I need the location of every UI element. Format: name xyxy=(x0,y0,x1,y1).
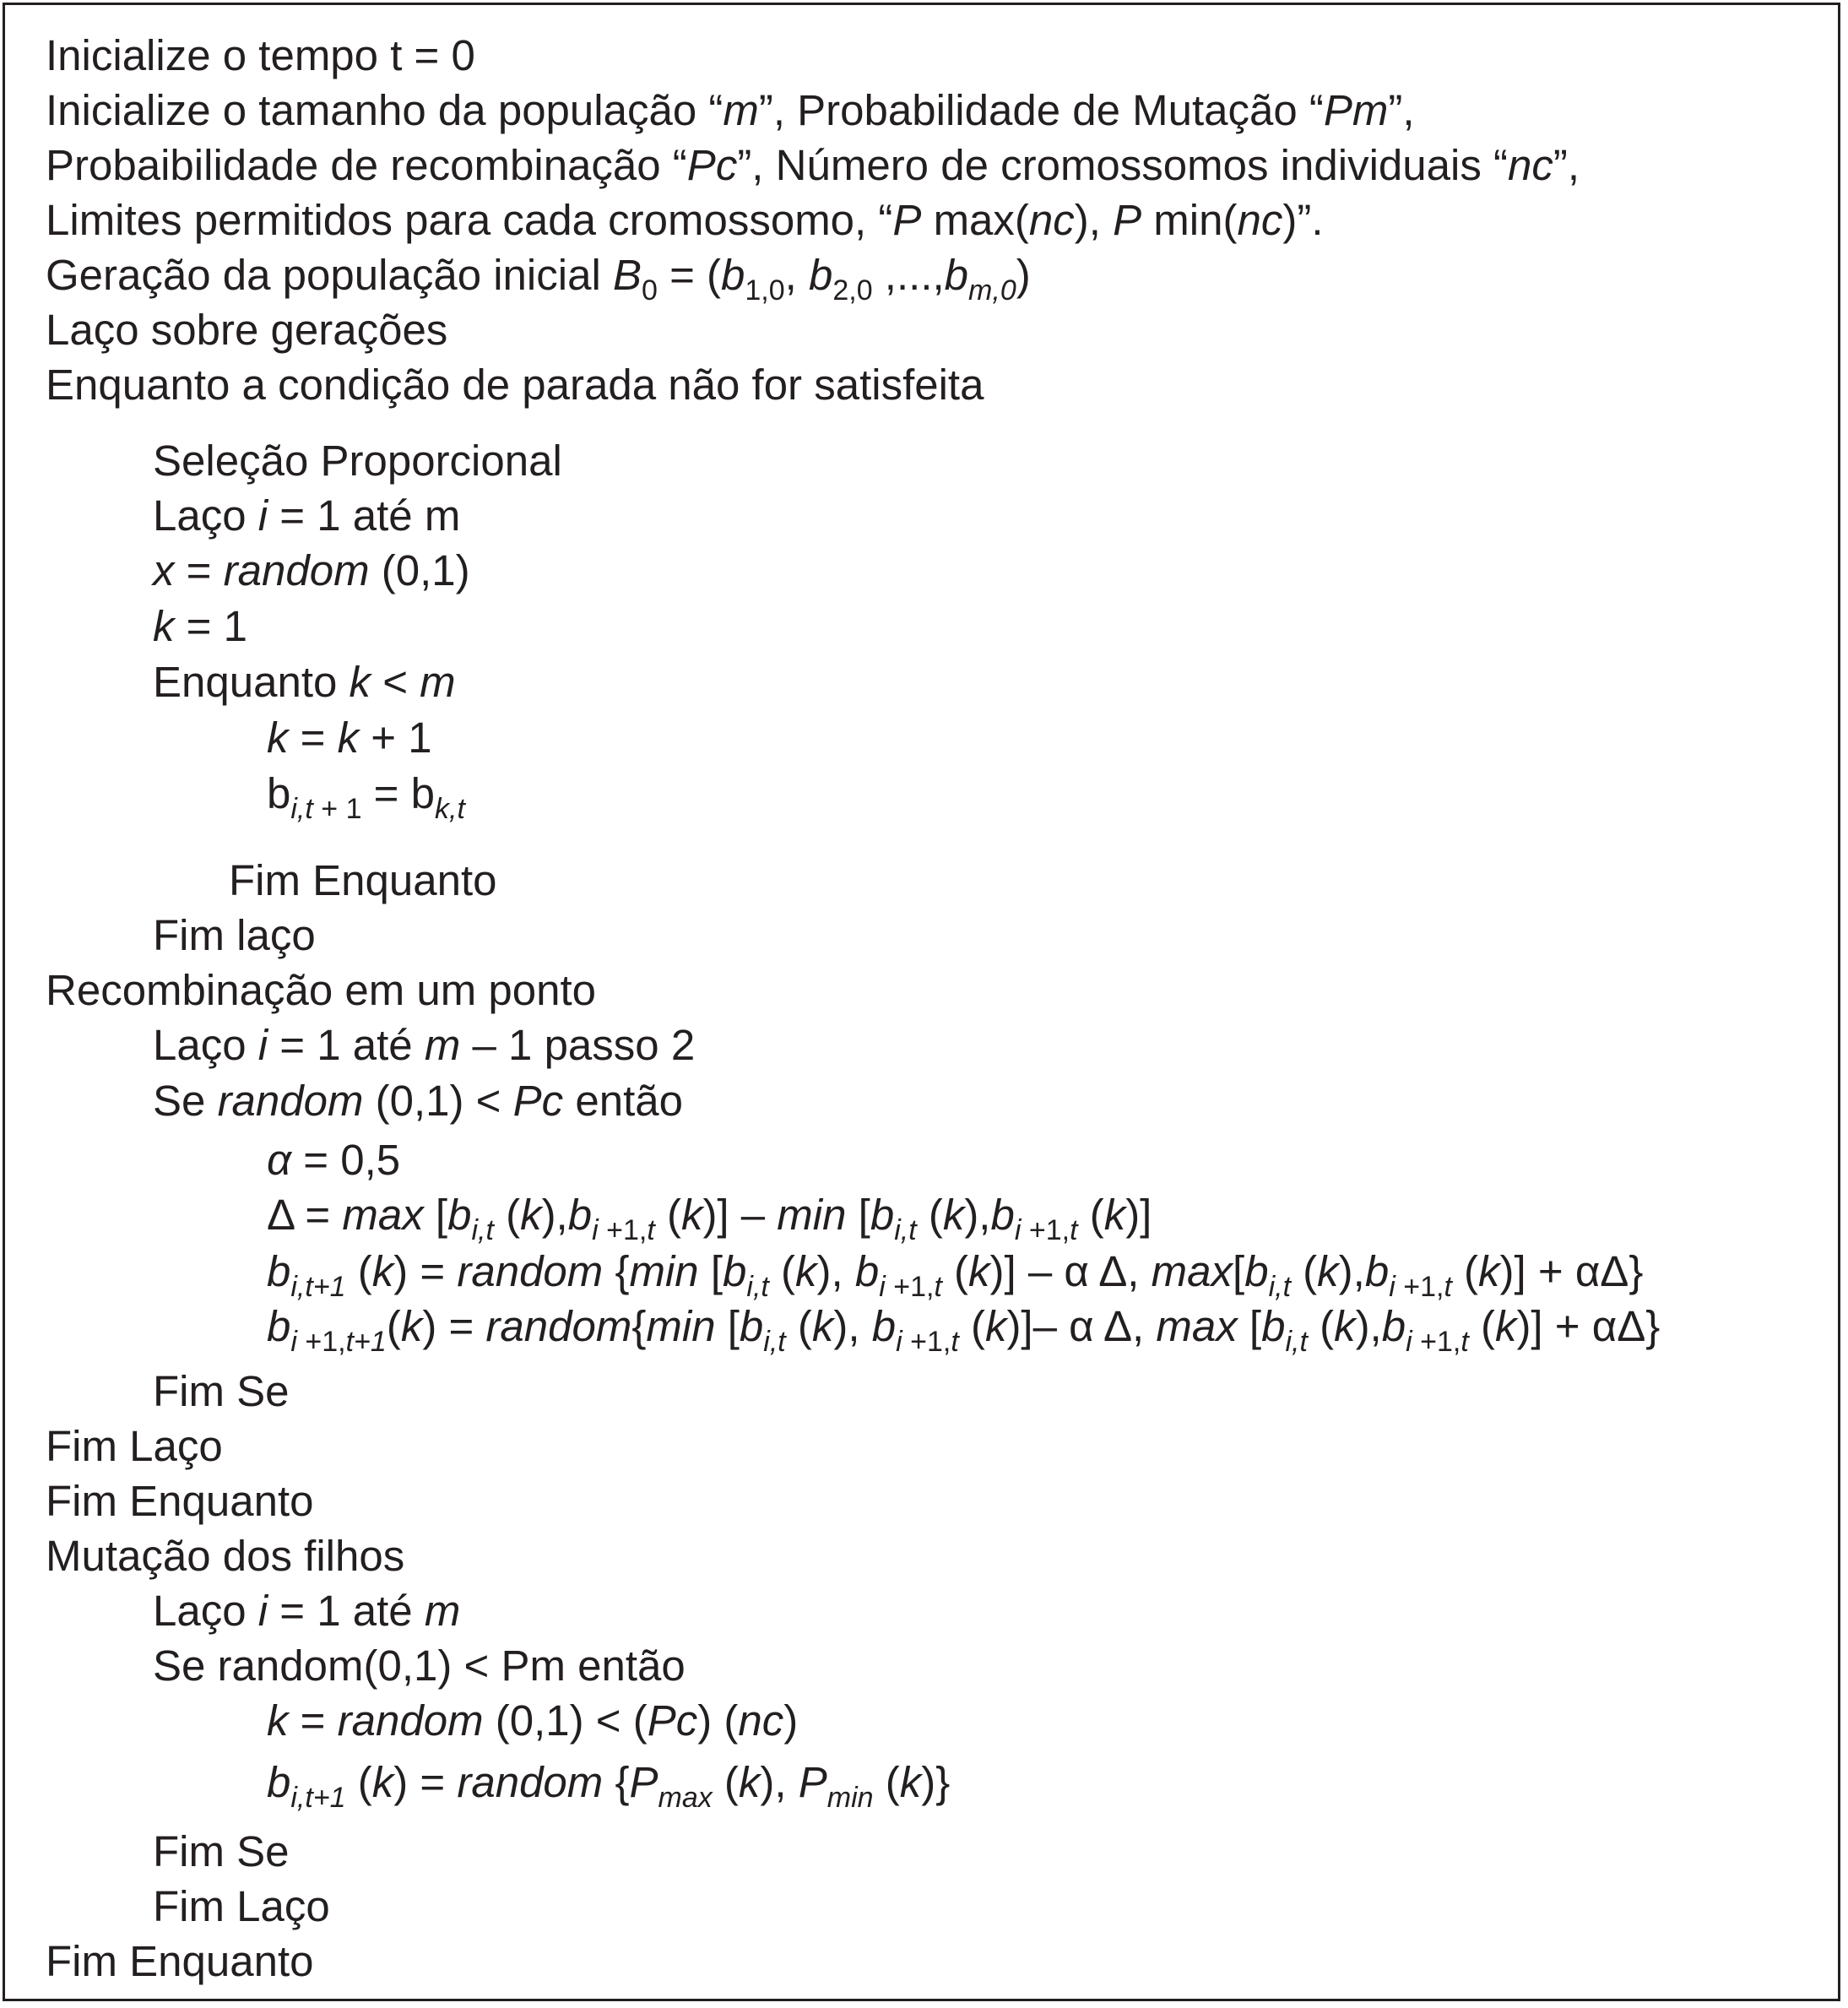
line-delta: $\Delta = \max [b_{i,t}$ $(k),b_{i +1,t}$ $(k)] - \min [b_{i,t}$ $(k),b_{i +1,t}$ (k)] xyxy=(267,1191,1152,1246)
line-end-loop-2: Fim Laço xyxy=(46,1422,223,1470)
line-init-recombination: Probaibilidade de recombinação “Pc”, Número de cromossomos individuais “nc”, xyxy=(46,141,1580,189)
line-recombination: Recombinação em um ponto xyxy=(46,966,597,1014)
line-selection: Seleção Proporcional xyxy=(153,437,562,485)
line-end-loop: Fim laço xyxy=(153,911,316,959)
line-end-while: Fim Enquanto xyxy=(229,856,497,904)
line-init-time: Inicialize o tempo t = 0 xyxy=(46,31,475,79)
line-loop-mutation: Laço i = 1 até m xyxy=(153,1587,461,1635)
line-while-stop: Enquanto a condição de parada não for satisfeita xyxy=(46,361,984,409)
line-end-while-3: Fim Enquanto xyxy=(46,1937,314,1985)
line-x-random: x = random (0,1) xyxy=(153,546,470,594)
line-child-1: $b_{i,t+1}$ (k) = random {min [$b_{i,t}$ (k), $b_{i +1,t}$ (k)] – α Δ, $\max[b_{i,t}$ $(k),b_{i +1,t}$ (k)] + αΔ} xyxy=(267,1247,1644,1303)
line-k-random: k = random (0,1) < (Pc) (nc) xyxy=(267,1696,799,1745)
line-b-assign: $b_{i,t + 1} = b_{k,t}$ xyxy=(267,769,465,825)
line-limits: Limites permitidos para cada cromossomo, “P max(nc), P min(nc)”. xyxy=(46,196,1324,244)
line-if-pc: Se random (0,1) < Pc então xyxy=(153,1077,683,1125)
line-loop-i: Laço i = 1 até m xyxy=(153,491,461,540)
line-loop-step: Laço i = 1 até m – 1 passo 2 xyxy=(153,1021,696,1069)
line-while-k: Enquanto k < m xyxy=(153,658,456,706)
line-child-2: $b_{i +1,t+1}(k)$ = random{min [$b_{i,t}$ (k), $b_{i +1,t}$ (k)]– α Δ, $\max [b_{i,t}$ $(k),b_{i +1,t}$ (k)] + αΔ} xyxy=(267,1302,1661,1358)
line-mutate-b: $b_{i,t+1}$ (k) = random {$P_{max}$ (k), $P_{min}$ (k)} xyxy=(267,1758,951,1814)
line-alpha: α = 0,5 xyxy=(267,1136,401,1184)
line-end-while-2: Fim Enquanto xyxy=(46,1477,314,1525)
line-k-init: k = 1 xyxy=(153,602,247,650)
line-k-increment: k = k + 1 xyxy=(267,714,432,762)
line-end-if: Fim Se xyxy=(153,1367,290,1415)
line-end-if-2: Fim Se xyxy=(153,1827,290,1875)
line-init-population: Inicialize o tamanho da população “m”, Probabilidade de Mutação “Pm”, xyxy=(46,86,1415,134)
line-mutation: Mutação dos filhos xyxy=(46,1532,405,1580)
algorithm-box xyxy=(3,3,1840,2001)
line-if-pm: Se random(0,1) < Pm então xyxy=(153,1642,686,1690)
line-end-loop-3: Fim Laço xyxy=(153,1882,330,1930)
line-generation-loop: Laço sobre gerações xyxy=(46,306,448,354)
line-initial-population: Geração da população inicial $B_0 = (b_{1,0}$, $b_{2,0}$ $,...,b_{m,0}$) xyxy=(46,251,1031,307)
